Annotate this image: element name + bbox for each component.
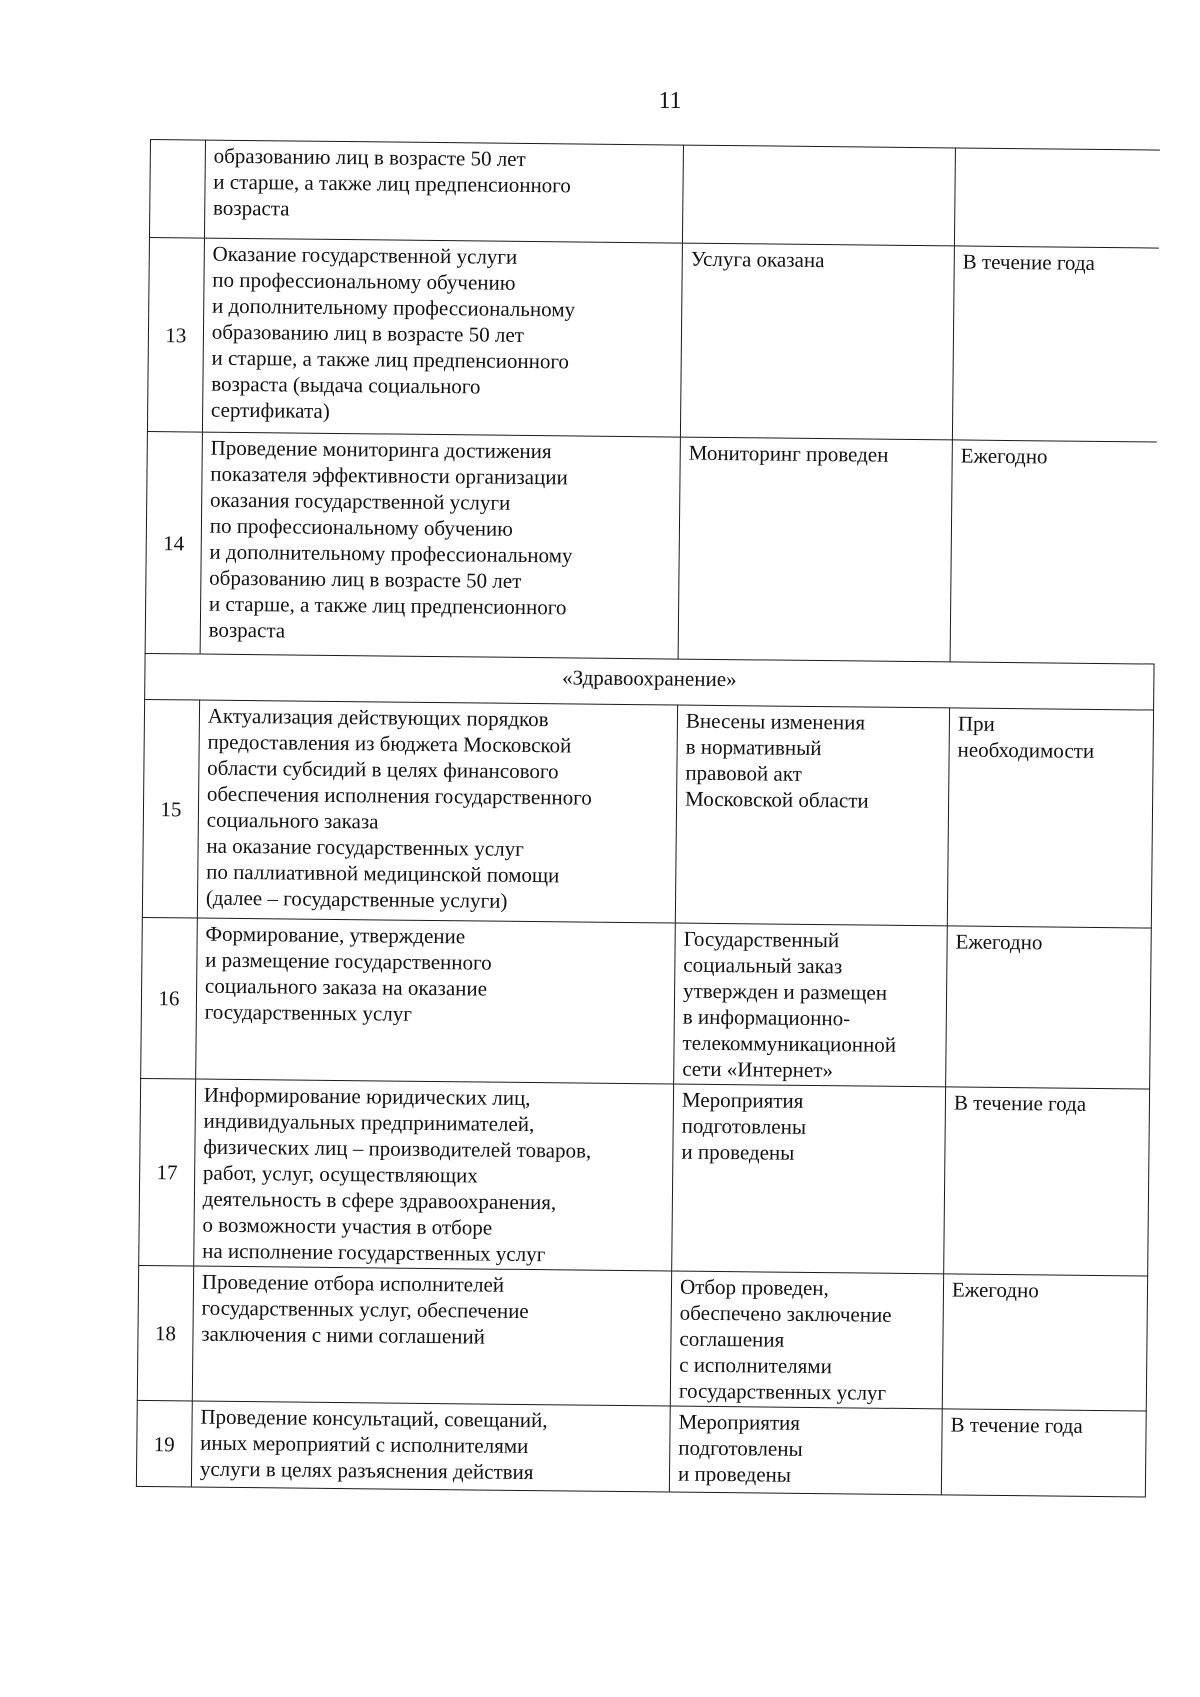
row-number: 14	[145, 431, 202, 654]
row-result: Внесены изменения в нормативный правовой акт Московской области	[675, 705, 949, 926]
table-row	[145, 431, 1156, 664]
row-result: Мероприятия подготовлены и проведены	[669, 1406, 942, 1495]
row-result: Отбор проведен, обеспечено заключение соглашения с исполнителями государственных услуг	[670, 1271, 943, 1409]
row-description: Проведение мониторинга достижения показателя эффективности организации оказания государственной услуги по профессиональному обучению и дополнительному профессиональному образованию лиц в возрасте 50 лет и старше, а также лиц предпенсионного возраста	[200, 432, 680, 659]
row-description: Проведение консультаций, совещаний, иных мероприятий с исполнителями услуги в целях разъяснения действия	[191, 1401, 670, 1492]
row-number: 16	[141, 917, 198, 1079]
row-deadline: Ежегодно	[946, 926, 1152, 1089]
table-row	[137, 1265, 1147, 1411]
table-row	[147, 237, 1158, 442]
row-result: Мероприятия подготовлены и проведены	[672, 1084, 946, 1274]
table-row	[141, 917, 1152, 1089]
table-row	[139, 1078, 1150, 1276]
row-description: образованию лиц в возрасте 50 лет и старше, а также лиц предпенсионного возраста	[204, 140, 683, 243]
row-description: Информирование юридических лиц, индивидуальных предпринимателей, физических лиц – производителей товаров, работ, услуг, осуществляющих деятельность в сфере здравоохранения, о возможности участия в отборе на исполнение государственных услуг	[194, 1079, 674, 1271]
row-result	[682, 145, 955, 246]
row-description: Актуализация действующих порядков предоставления из бюджета Московской области субсидий в целях финансового обеспечения исполнения государственного социального заказа на оказание государственных услуг по паллиативной медицинской помощи (далее – государственные услуги)	[197, 700, 677, 923]
row-description: Проведение отбора исполнителей государственных услуг, обеспечение заключения с ними соглашений	[192, 1266, 672, 1406]
row-deadline: Ежегодно	[950, 440, 1156, 664]
row-number: 19	[136, 1400, 192, 1487]
table-row	[142, 699, 1153, 928]
row-number: 13	[147, 237, 204, 432]
row-number: 17	[139, 1078, 196, 1266]
row-deadline	[954, 148, 1159, 248]
table-row	[149, 140, 1159, 249]
row-deadline: При необходимости	[947, 708, 1153, 928]
section-title: «Здравоохранение»	[145, 653, 1154, 710]
measures-table	[136, 139, 1160, 1498]
row-description: Оказание государственной услуги по профессиональному обучению и дополнительному профессиональному образованию лиц в возрасте 50 лет и старше, а также лиц предпенсионного возраста (выдача социального сертификата)	[202, 238, 682, 437]
row-result: Услуга оказана	[680, 243, 954, 440]
row-deadline: В течение года	[944, 1087, 1150, 1276]
row-number	[149, 140, 205, 239]
row-deadline: В течение года	[941, 1409, 1146, 1497]
page-number: 11	[658, 88, 682, 114]
row-deadline: Ежегодно	[942, 1274, 1147, 1411]
row-deadline: В течение года	[952, 246, 1158, 442]
row-result: Мониторинг проведен	[678, 437, 952, 662]
row-number: 15	[142, 699, 199, 918]
row-number: 18	[137, 1265, 193, 1401]
table-row	[136, 1400, 1146, 1497]
row-description: Формирование, утверждение и размещение государственного социального заказа на оказание государственных услуг	[195, 918, 675, 1084]
row-result: Государственный социальный заказ утвержден и размещен в информационно- телекоммуникационной сети «Интернет»	[674, 923, 948, 1087]
